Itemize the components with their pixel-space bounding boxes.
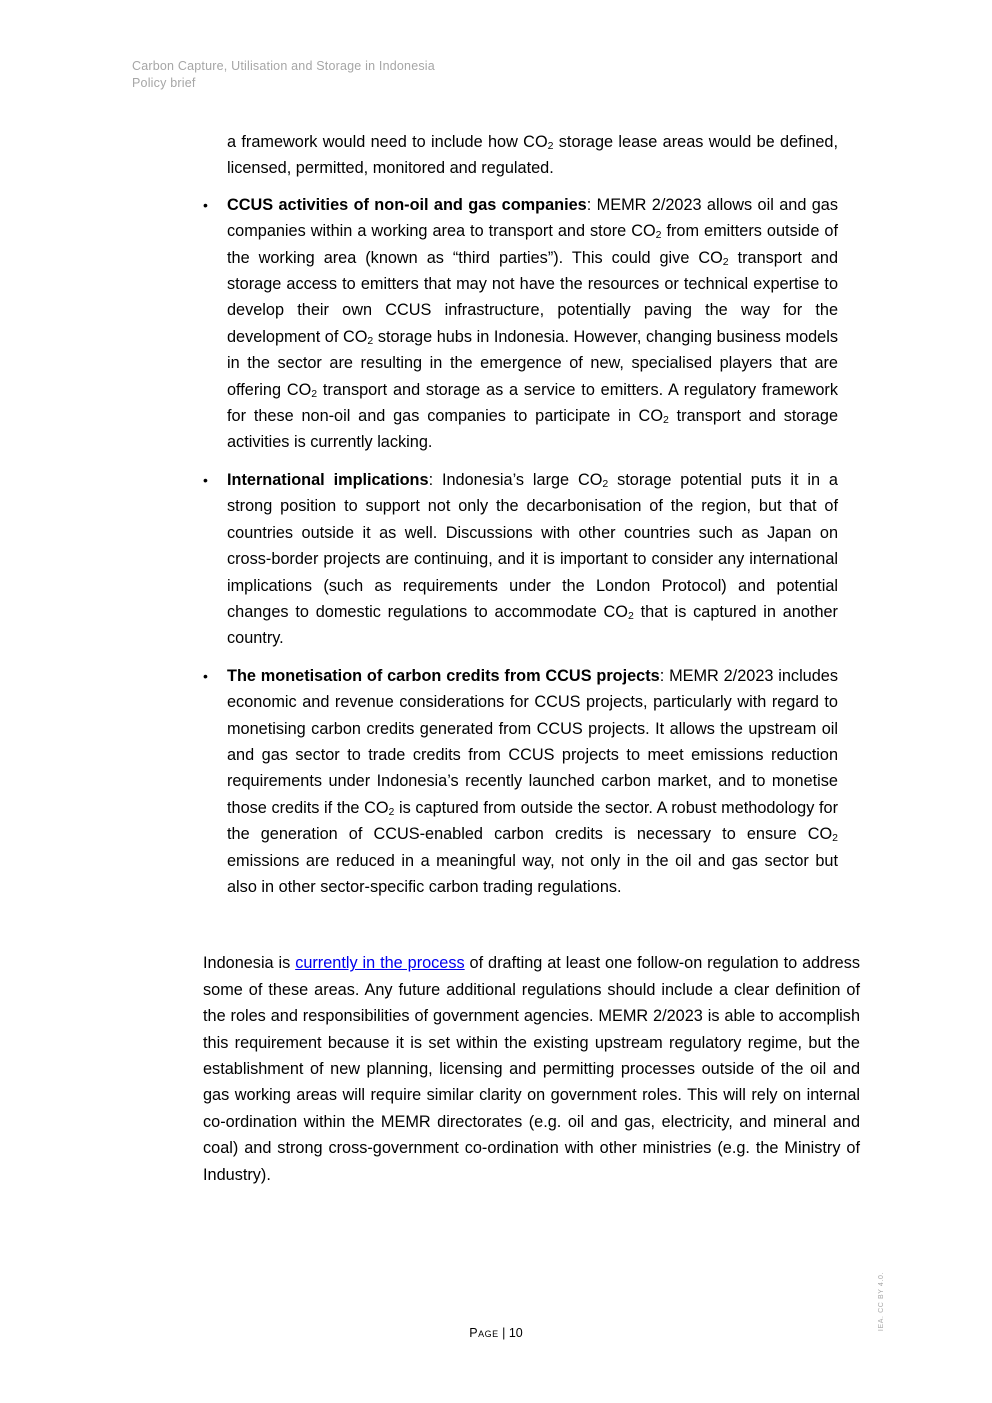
bullet-text: that is captured in another country.	[227, 602, 838, 648]
intro-paragraph	[203, 129, 838, 182]
bullet-icon: •	[203, 667, 208, 684]
bullet-text: transport and storage as a service to emitters. A regulatory framework for these non-oil and gas companies to participate in CO	[227, 380, 838, 426]
subscript: 2	[602, 477, 609, 490]
bullet-text: storage hubs in Indonesia. However, changing business models in the sector are resulting in the emergence of new, specialised players that are offering CO	[227, 327, 838, 399]
bullet-icon: •	[203, 196, 208, 213]
subscript: 2	[547, 140, 554, 152]
bullet-list	[203, 192, 838, 901]
page-content	[203, 129, 860, 1188]
subscript: 2	[627, 609, 634, 622]
bullet-item	[203, 467, 838, 652]
subscript: 2	[832, 832, 838, 845]
license-text: IEA. CC BY 4.0.	[878, 1272, 885, 1332]
bullet-text: from emitters outside of the working area (known as “third parties”). This could give CO	[227, 222, 838, 267]
bullet-text: : Indonesia’s large CO	[428, 470, 603, 489]
subscript: 2	[722, 255, 729, 268]
intro-text-2: storage lease areas would be defined, licensed, permitted, monitored and regulated.	[227, 133, 838, 178]
bullet-title: CCUS activities of non-oil and gas companies	[227, 195, 587, 214]
bullet-text: transport and storage access to emitters that may not have the resources or technical expertise to develop their own CCUS infrastructure, potentially paving the way for the development of CO	[227, 248, 838, 346]
closing-paragraph	[203, 950, 860, 1188]
bullet-icon: •	[203, 471, 208, 488]
closing-text-1: Indonesia is	[203, 954, 296, 973]
bullet-title: The monetisation of carbon credits from CCUS projects	[227, 666, 660, 685]
bullet-text: storage potential puts it in a strong position to support not only the decarbonisation of the region, but that of countries outside it as well. Discussions with other countries such as Japan on cross-border projects are continuing, and it is important to consider any international implications (such as requirements under the London Protocol) and potential changes to domestic regulations to accommodate CO	[227, 470, 838, 621]
subscript: 2	[662, 414, 669, 427]
page-label: Page	[469, 1326, 499, 1340]
process-link[interactable]: currently in the process	[295, 954, 465, 973]
bullet-item	[203, 192, 838, 456]
document-header	[132, 58, 435, 92]
subscript: 2	[655, 229, 662, 242]
header-title: Carbon Capture, Utilisation and Storage in Indonesia	[132, 59, 435, 73]
subscript: 2	[367, 334, 374, 347]
page-number: 10	[508, 1326, 523, 1340]
bullet-text: : MEMR 2/2023 allows oil and gas companies within a working area to transport and store CO	[227, 195, 839, 241]
subscript: 2	[388, 805, 395, 818]
page-separator: |	[498, 1326, 509, 1340]
intro-text-1: a framework would need to include how CO	[227, 133, 548, 151]
bullet-text: transport and storage activities is currently lacking.	[227, 407, 838, 452]
bullet-text: emissions are reduced in a meaningful way, not only in the oil and gas sector but also in other sector-specific carbon trading regulations.	[227, 851, 838, 896]
page-footer	[0, 1326, 992, 1340]
closing-text-2: of drafting at least one follow-on regulation to address some of these areas. Any future additional regulations should include a clear definition of the roles and responsibilities of government agencies. MEMR 2/2023 is able to accomplish this requirement because it is set within the existing upstream regulatory regime, but the establishment of new planning, licensing and permitting processes outside of the oil and gas working areas will require similar clarity on government roles. This will rely on internal co-ordination within the MEMR directorates (e.g. oil and gas, electricity, and mineral and coal) and strong cross-government co-ordination with other ministries (e.g. the Ministry of Industry).	[203, 954, 860, 1184]
bullet-text: is captured from outside the sector. A robust methodology for the generation of CCUS-enabled carbon credits is necessary to ensure CO	[227, 798, 838, 844]
bullet-text: : MEMR 2/2023 includes economic and revenue considerations for CCUS projects, particularly with regard to monetising carbon credits generated from CCUS projects. It allows the upstream oil and gas sector to trade credits from CCUS projects to meet emissions reduction requirements under Indonesia’s recently launched carbon market, and to monetise those credits if the CO	[227, 666, 838, 817]
bullet-item	[203, 663, 838, 901]
header-subtitle: Policy brief	[132, 76, 196, 90]
subscript: 2	[311, 387, 318, 400]
bullet-title: International implications	[227, 470, 429, 489]
